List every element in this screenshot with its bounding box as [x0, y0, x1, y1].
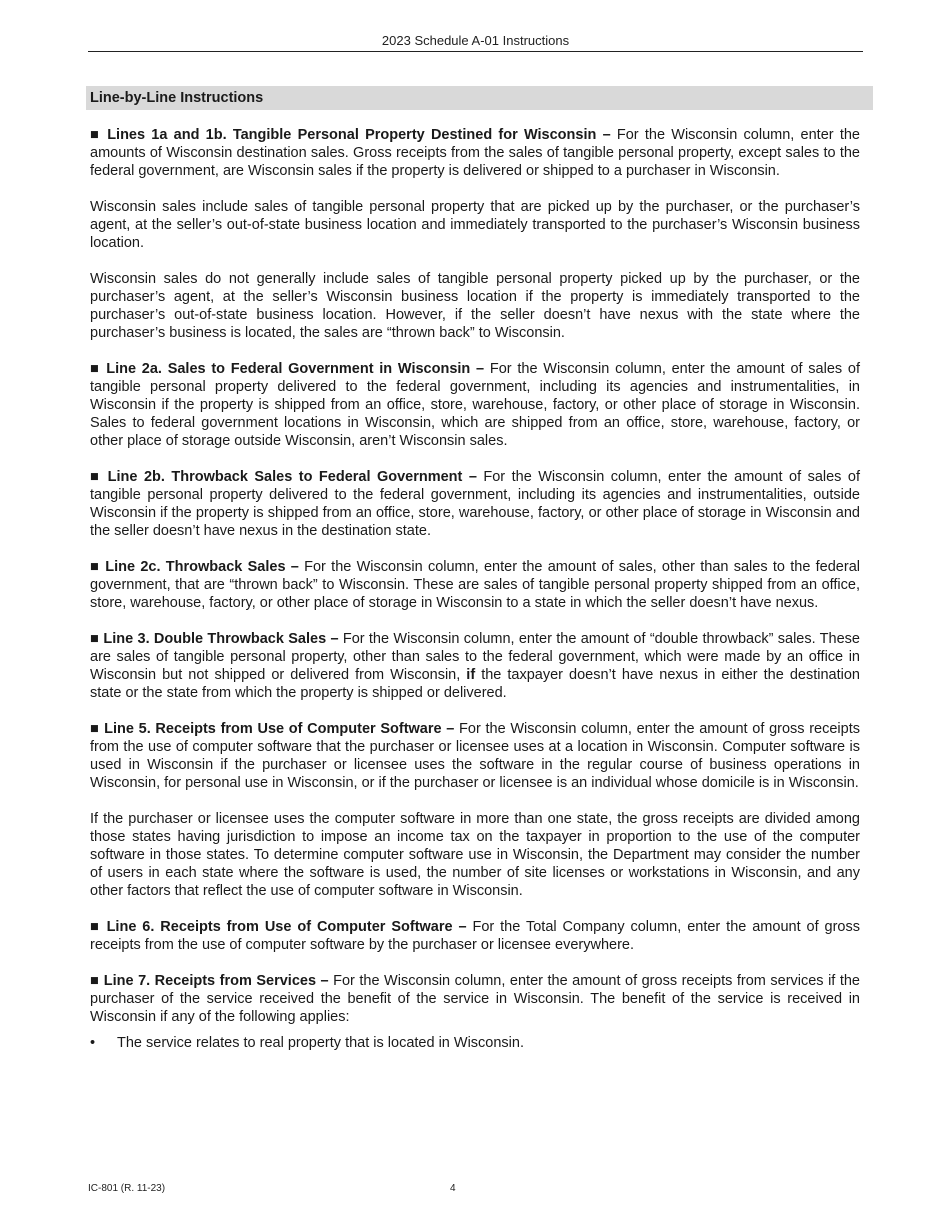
paragraph-thrown-back: [90, 270, 860, 342]
bullet-list: [90, 1034, 860, 1052]
paragraph-text: For the Wisconsin column, enter the amount of sales of tangible personal property delivered to the federal government, including its agencies and instrumentalities, in Wisconsin if the property is shipped from an office, store, warehouse, factory, or other place of storage in Wisconsin. Sales to federal government locations in Wisconsin, which are shipped from an office, store, warehouse, factory, or other place of storage outside Wisconsin, aren’t Wisconsin sales.: [90, 361, 860, 449]
paragraph-text: For the Wisconsin column, enter the amounts of Wisconsin destination sales. Gross receipts from the sales of tangible personal property, except sales to the federal government, are Wisconsin sales if the property is delivered or shipped to a purchaser in Wisconsin.: [90, 127, 860, 179]
paragraph-lines-1a-1b: [90, 126, 860, 180]
paragraph-line-3: [90, 630, 860, 702]
page-number: 4: [450, 1183, 456, 1194]
document-body: [90, 126, 860, 1052]
paragraph-lead: ■ Line 2c. Throwback Sales –: [90, 559, 299, 575]
paragraph-text: For the Wisconsin column, enter the amount of “double throwback” sales. These are sales of tangible personal property, other than sales to the federal government, which were made by an office in Wisconsin but not shipped or delivered from Wisconsin,: [90, 631, 860, 683]
paragraph-line-2b: [90, 468, 860, 540]
paragraph-lead: ■ Lines 1a and 1b. Tangible Personal Property Destined for Wisconsin –: [90, 127, 611, 143]
paragraph-lead: ■ Line 6. Receipts from Use of Computer Software –: [90, 919, 467, 935]
paragraph-lead: ■ Line 3. Double Throwback Sales –: [90, 631, 339, 647]
paragraph-lead: ■ Line 5. Receipts from Use of Computer Software –: [90, 721, 455, 737]
paragraph-line-6: [90, 918, 860, 954]
list-item-text: The service relates to real property that is located in Wisconsin.: [117, 1035, 524, 1051]
form-id: IC-801 (R. 11-23): [88, 1183, 166, 1194]
section-title: Line-by-Line Instructions: [90, 90, 264, 106]
paragraph-text: Wisconsin sales include sales of tangible personal property that are picked up by the purchaser, or the purchaser’s agent, at the seller’s out-of-state business location and immediately transported to the purchaser’s Wisconsin business location.: [90, 199, 860, 251]
section-heading: [86, 86, 873, 110]
paragraph-line-7: [90, 972, 860, 1026]
paragraph-pickup-sales: [90, 198, 860, 252]
paragraph-text: For the Wisconsin column, enter the amount of gross receipts from services if the purchaser of the service received the benefit of the service in Wisconsin. The benefit of the service is received in Wisconsin if any of the following applies:: [90, 973, 860, 1025]
header-title: 2023 Schedule A-01 Instructions: [381, 33, 570, 48]
paragraph-lead: ■ Line 7. Receipts from Services –: [90, 973, 329, 989]
paragraph-text: For the Wisconsin column, enter the amount of gross receipts from the use of computer software that the purchaser or licensee uses at a location in Wisconsin. Computer software is used in Wisconsin if the purchaser or licensee uses the software in the regular course of business operations in Wisconsin, for personal use in Wisconsin, or if the purchaser or licensee is an individual whose domicile is in Wisconsin.: [90, 721, 860, 791]
paragraph-text: For the Wisconsin column, enter the amount of sales, other than sales to the federal government, that are “thrown back” to Wisconsin. These are sales of tangible personal property shipped from an office, store, warehouse, factory, or other place of storage in Wisconsin to a state in which the seller doesn’t have nexus.: [90, 559, 860, 611]
paragraph-line-2c: [90, 558, 860, 612]
paragraph-text: the taxpayer doesn’t have nexus in either the destination state or the state from which the property is shipped or delivered.: [90, 667, 860, 701]
emphasis-text: if: [466, 667, 476, 683]
paragraph-lead: ■ Line 2a. Sales to Federal Government in Wisconsin –: [90, 361, 485, 377]
page-header: [88, 33, 863, 52]
bullet-icon: •: [90, 1035, 96, 1051]
list-item: [90, 1034, 860, 1052]
paragraph-text: For the Wisconsin column, enter the amount of sales of tangible personal property delivered to the federal government, including its agencies and instrumentalities, outside Wisconsin if the property is shipped from an office, store, warehouse, factory, or other place of storage in Wisconsin and the seller doesn’t have nexus in the destination state.: [90, 469, 860, 539]
page-footer: [88, 1183, 863, 1197]
paragraph-lead: ■ Line 2b. Throwback Sales to Federal Government –: [90, 469, 477, 485]
paragraph-text: If the purchaser or licensee uses the computer software in more than one state, the gross receipts are divided among those states having jurisdiction to impose an income tax on the taxpayer in proportion to the use of the computer software in those states. To determine computer software use in Wisconsin, the Department may consider the number of users in each state where the software is used, the number of site licenses or workstations in Wisconsin, and any other factors that reflect the use of computer software in Wisconsin.: [90, 811, 860, 899]
paragraph-line-5: [90, 720, 860, 792]
paragraph-software-multistate: [90, 810, 860, 900]
paragraph-text: For the Total Company column, enter the amount of gross receipts from the use of computer software by the purchaser or licensee everywhere.: [90, 919, 860, 953]
paragraph-line-2a: [90, 360, 860, 450]
paragraph-text: Wisconsin sales do not generally include sales of tangible personal property picked up by the purchaser, or the purchaser’s agent, at the seller’s Wisconsin business location if the property is immediately transported to the purchaser’s out-of-state business location. However, if the seller doesn’t have nexus with the state where the purchaser’s business is located, the sales are “thrown back” to Wisconsin.: [90, 271, 860, 341]
